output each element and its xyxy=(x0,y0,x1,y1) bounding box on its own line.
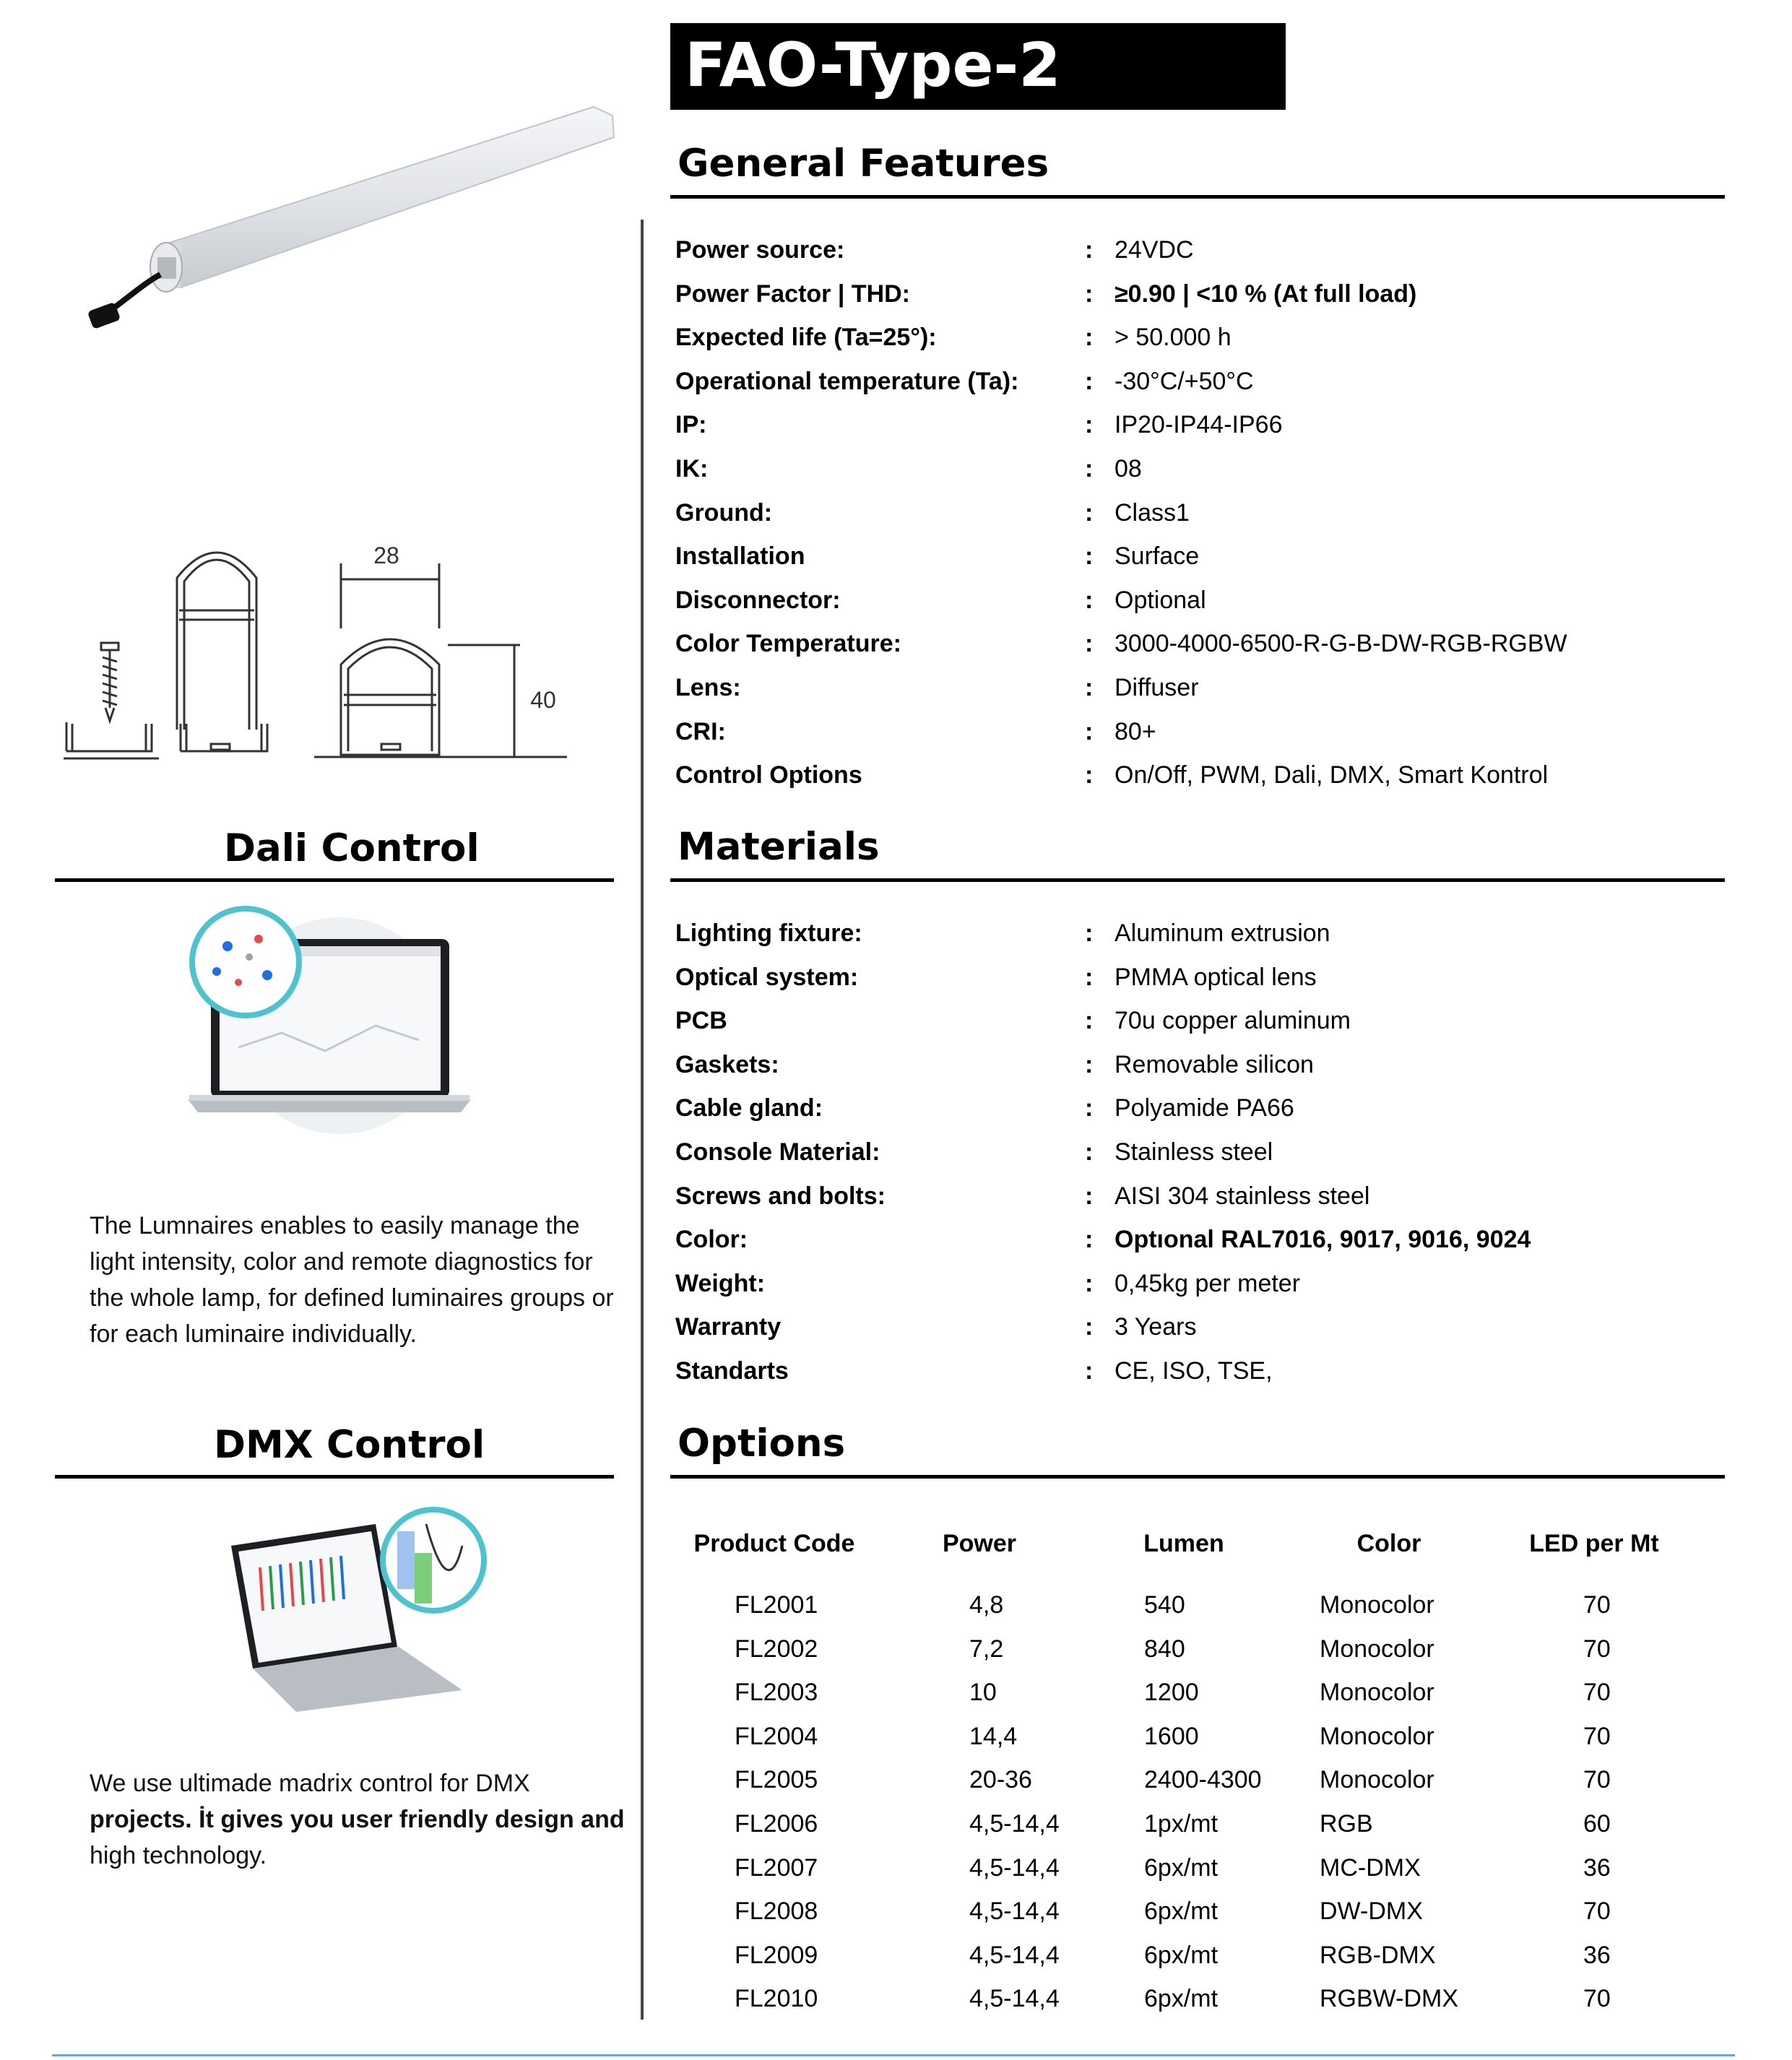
feature-separator: : xyxy=(1085,542,1094,571)
options-table-cell: 60 xyxy=(1583,1810,1611,1838)
feature-row xyxy=(675,579,1723,622)
material-value: Optıonal RAL7016, 9017, 9016, 9024 xyxy=(1114,1226,1531,1254)
feature-separator: : xyxy=(1085,324,1094,352)
dmx-control-heading: DMX Control xyxy=(214,1423,485,1467)
material-value: AISI 304 stainless steel xyxy=(1114,1182,1370,1210)
material-label: Weight: xyxy=(675,1269,766,1297)
options-table-cell: FL2004 xyxy=(735,1722,818,1750)
feature-label: Control Options xyxy=(675,761,862,789)
feature-separator: : xyxy=(1085,586,1094,614)
options-table-cell: 10 xyxy=(969,1679,997,1707)
material-row xyxy=(675,956,1723,999)
options-heading: Options xyxy=(678,1421,846,1466)
material-separator: : xyxy=(1085,1182,1094,1210)
material-separator: : xyxy=(1085,919,1094,947)
material-separator: : xyxy=(1085,963,1094,991)
options-table-row xyxy=(693,1846,1719,1890)
general-features-rule xyxy=(670,195,1725,199)
feature-label: Installation xyxy=(675,542,805,571)
material-label: Lighting fixture: xyxy=(675,919,862,947)
dali-control-heading: Dali Control xyxy=(224,826,480,870)
options-table-cell: 70 xyxy=(1583,1635,1611,1663)
options-table-cell: 1200 xyxy=(1144,1679,1199,1707)
options-table-cell: 70 xyxy=(1583,1985,1611,2013)
feature-row xyxy=(675,535,1723,578)
title-banner xyxy=(670,23,1286,110)
options-table-row xyxy=(693,1583,1719,1627)
feature-label: IK: xyxy=(675,455,709,482)
feature-separator: : xyxy=(1085,455,1094,482)
options-table-row xyxy=(693,1715,1719,1758)
options-header-cell: Product Code xyxy=(693,1530,855,1557)
options-table-row xyxy=(693,1671,1719,1714)
profile-drawing xyxy=(58,535,578,773)
material-value: 3 Years xyxy=(1114,1313,1197,1341)
material-row xyxy=(675,1262,1723,1305)
options-table-cell: MC-DMX xyxy=(1320,1853,1421,1882)
material-label: PCB xyxy=(675,1007,727,1035)
dmx-control-rule xyxy=(55,1475,614,1479)
options-table-cell: 840 xyxy=(1144,1635,1185,1663)
material-value: CE, ISO, TSE, xyxy=(1114,1357,1273,1385)
material-label: Color: xyxy=(675,1226,748,1254)
dali-control-rule xyxy=(55,878,614,882)
material-separator: : xyxy=(1085,1007,1094,1035)
options-table-cell: 6px/mt xyxy=(1144,1941,1219,1969)
column-divider xyxy=(641,220,644,2020)
feature-separator: : xyxy=(1085,236,1094,264)
options-table-cell: FL2001 xyxy=(735,1591,818,1619)
options-table-row xyxy=(693,1934,1719,1977)
feature-label: Power Factor | THD: xyxy=(675,280,910,308)
material-row xyxy=(675,1349,1723,1393)
options-table-cell: Monocolor xyxy=(1320,1591,1434,1619)
feature-row xyxy=(675,403,1723,446)
options-table-cell: Monocolor xyxy=(1320,1635,1434,1663)
material-label: Console Material: xyxy=(675,1138,880,1166)
feature-value: On/Off, PWM, Dali, DMX, Smart Kontrol xyxy=(1114,761,1549,789)
feature-value: 3000-4000-6500-R-G-B-DW-RGB-RGBW xyxy=(1114,630,1567,658)
options-table-cell: 4,5-14,4 xyxy=(969,1810,1060,1838)
options-table-cell: Monocolor xyxy=(1320,1722,1434,1750)
feature-row xyxy=(675,228,1723,272)
options-header-cell: LED per Mt xyxy=(1529,1530,1659,1557)
options-table-cell: FL2002 xyxy=(735,1635,818,1663)
material-value: Aluminum extrusion xyxy=(1114,919,1330,947)
dmx-laptop-illustration xyxy=(209,1502,498,1712)
options-table-cell: 4,5-14,4 xyxy=(969,1941,1060,1969)
options-table-cell: 2400-4300 xyxy=(1144,1766,1262,1794)
feature-value: Surface xyxy=(1114,542,1200,571)
options-table-cell: 70 xyxy=(1583,1679,1611,1707)
options-table-cell: 70 xyxy=(1583,1591,1611,1619)
options-table-cell: 70 xyxy=(1583,1766,1611,1794)
material-separator: : xyxy=(1085,1226,1094,1254)
material-value: PMMA optical lens xyxy=(1114,963,1317,991)
materials-rule xyxy=(670,878,1725,882)
material-row xyxy=(675,1174,1723,1218)
feature-separator: : xyxy=(1085,761,1094,789)
feature-row xyxy=(675,447,1723,490)
options-table-cell: 4,8 xyxy=(969,1591,1004,1619)
feature-separator: : xyxy=(1085,630,1094,658)
feature-row xyxy=(675,666,1723,709)
material-label: Optical system: xyxy=(675,963,859,991)
feature-value: ≥0.90 | <10 % (At full load) xyxy=(1114,280,1417,308)
options-table-cell: FL2003 xyxy=(735,1679,818,1707)
options-table-cell: 1px/mt xyxy=(1144,1810,1219,1838)
feature-label: Power source: xyxy=(675,236,845,264)
material-value: 70u copper aluminum xyxy=(1114,1007,1351,1035)
material-separator: : xyxy=(1085,1094,1094,1122)
footer-rule xyxy=(52,2054,1735,2056)
options-table-row xyxy=(693,1977,1719,2020)
options-header-cell: Lumen xyxy=(1143,1530,1224,1557)
feature-separator: : xyxy=(1085,280,1094,308)
options-table-cell: 36 xyxy=(1583,1941,1611,1969)
product-image xyxy=(79,94,628,354)
dmx-description-line-3: high technology. xyxy=(90,1842,267,1869)
height-dimension: 40 xyxy=(530,687,556,713)
options-table-cell: 6px/mt xyxy=(1144,1853,1219,1882)
feature-value: 80+ xyxy=(1114,717,1156,745)
options-table-row xyxy=(693,1890,1719,1933)
options-table-cell: 4,5-14,4 xyxy=(969,1985,1060,2013)
options-header-cell: Color xyxy=(1356,1530,1421,1557)
feature-label: Color Temperature: xyxy=(675,630,901,658)
options-table-cell: 7,2 xyxy=(969,1635,1004,1663)
options-table-cell: 20-36 xyxy=(969,1766,1032,1794)
feature-value: > 50.000 h xyxy=(1114,324,1232,352)
feature-row xyxy=(675,622,1723,665)
feature-row xyxy=(675,710,1723,753)
feature-label: Lens: xyxy=(675,674,741,701)
options-table-row xyxy=(693,1802,1719,1845)
feature-label: CRI: xyxy=(675,717,726,745)
material-label: Screws and bolts: xyxy=(675,1182,886,1210)
material-row xyxy=(675,1130,1723,1174)
options-table-cell: RGB xyxy=(1320,1810,1373,1838)
material-separator: : xyxy=(1085,1357,1094,1385)
options-table-cell: 4,5-14,4 xyxy=(969,1853,1060,1882)
options-table-cell: 6px/mt xyxy=(1144,1897,1219,1926)
options-table-row xyxy=(693,1627,1719,1671)
feature-value: IP20-IP44-IP66 xyxy=(1114,411,1283,439)
feature-label: Disconnector: xyxy=(675,586,841,614)
material-row xyxy=(675,1305,1723,1349)
width-dimension: 28 xyxy=(373,542,399,568)
feature-separator: : xyxy=(1085,674,1094,701)
feature-label: Expected life (Ta=25°): xyxy=(675,324,937,352)
options-table-cell: 14,4 xyxy=(969,1722,1018,1750)
options-table-row xyxy=(693,1758,1719,1801)
options-table-cell: RGB-DMX xyxy=(1320,1941,1436,1969)
material-label: Standarts xyxy=(675,1357,789,1385)
options-table-cell: 4,5-14,4 xyxy=(969,1897,1060,1926)
feature-label: Ground: xyxy=(675,498,773,527)
options-table-cell: 540 xyxy=(1144,1591,1185,1619)
material-value: Removable silicon xyxy=(1114,1050,1314,1078)
options-table-cell: Monocolor xyxy=(1320,1766,1434,1794)
options-table-cell: FL2006 xyxy=(735,1810,818,1838)
feature-value: Optional xyxy=(1114,586,1206,614)
material-row xyxy=(675,912,1723,955)
material-label: Warranty xyxy=(675,1313,782,1341)
material-separator: : xyxy=(1085,1313,1094,1341)
options-table-cell: Monocolor xyxy=(1320,1679,1434,1707)
material-row xyxy=(675,999,1723,1042)
options-table-cell: 6px/mt xyxy=(1144,1985,1219,2013)
material-separator: : xyxy=(1085,1269,1094,1297)
feature-separator: : xyxy=(1085,411,1094,439)
options-table-cell: 36 xyxy=(1583,1853,1611,1882)
dmx-description-line-2: projects. İt gives you user friendly design and xyxy=(90,1806,625,1833)
options-table-cell: DW-DMX xyxy=(1320,1897,1423,1926)
material-value: Stainless steel xyxy=(1114,1138,1273,1166)
options-table-cell: 70 xyxy=(1583,1722,1611,1750)
options-table-cell: FL2009 xyxy=(735,1941,818,1969)
feature-row xyxy=(675,360,1723,403)
options-table-cell: FL2010 xyxy=(735,1985,818,2013)
options-rule xyxy=(670,1475,1725,1479)
feature-row xyxy=(675,316,1723,359)
feature-row xyxy=(675,272,1723,316)
feature-separator: : xyxy=(1085,498,1094,527)
options-table-cell: FL2008 xyxy=(735,1897,818,1926)
feature-separator: : xyxy=(1085,367,1094,395)
options-table-cell: FL2005 xyxy=(735,1766,818,1794)
feature-value: 24VDC xyxy=(1114,236,1194,264)
feature-row xyxy=(675,753,1723,797)
materials-heading: Materials xyxy=(678,825,880,869)
feature-row xyxy=(675,491,1723,535)
feature-label: Operational temperature (Ta): xyxy=(675,367,1019,395)
feature-value: Diffuser xyxy=(1114,674,1199,701)
material-row xyxy=(675,1218,1723,1261)
feature-value: Class1 xyxy=(1114,498,1190,527)
material-value: Polyamide PA66 xyxy=(1114,1094,1294,1122)
dmx-description xyxy=(90,1765,639,1874)
options-table-cell: RGBW-DMX xyxy=(1320,1985,1459,2013)
feature-label: IP: xyxy=(675,411,707,439)
material-value: 0,45kg per meter xyxy=(1114,1269,1301,1297)
options-table-cell: 1600 xyxy=(1144,1722,1199,1750)
material-row xyxy=(675,1086,1723,1130)
options-table-cell: FL2007 xyxy=(735,1853,818,1882)
material-row xyxy=(675,1043,1723,1086)
material-label: Cable gland: xyxy=(675,1094,823,1122)
options-table-cell: 70 xyxy=(1583,1897,1611,1926)
feature-value: -30°C/+50°C xyxy=(1114,367,1254,395)
material-separator: : xyxy=(1085,1138,1094,1166)
page-title: FAO-Type-2 xyxy=(685,30,1061,100)
material-label: Gaskets: xyxy=(675,1050,779,1078)
feature-value: 08 xyxy=(1114,455,1142,482)
dali-laptop-illustration xyxy=(173,903,477,1148)
general-features-heading: General Features xyxy=(678,142,1049,186)
options-header-cell: Power xyxy=(942,1530,1017,1557)
dmx-description-line-1: We use ultimade madrix control for DMX xyxy=(90,1770,530,1797)
dali-description: The Lumnaires enables to easily manage the light intensity, color and remote diagnostics for the whole lamp, for defined luminaires groups or for each luminaire individually. xyxy=(90,1212,614,1348)
material-separator: : xyxy=(1085,1050,1094,1078)
feature-separator: : xyxy=(1085,717,1094,745)
